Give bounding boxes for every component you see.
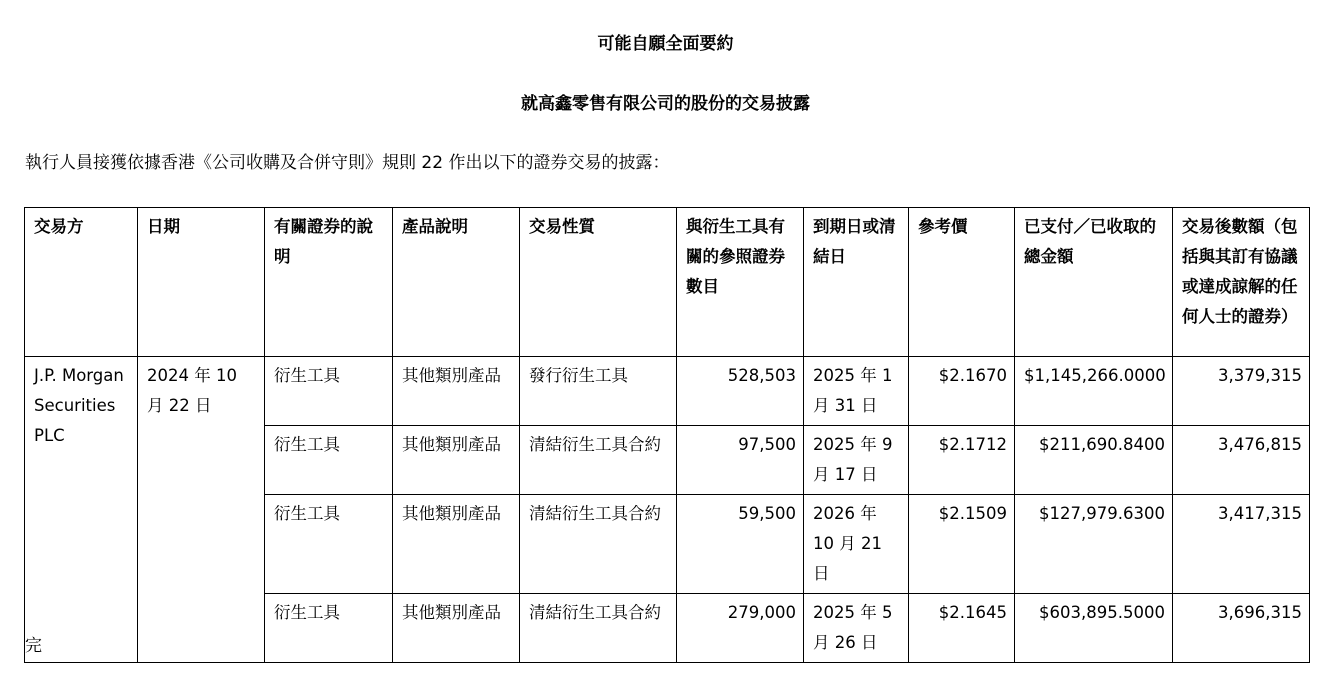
cell-amount: $603,895.5000 [1015,594,1173,663]
cell-amount: $127,979.6300 [1015,495,1173,594]
table-header-row [25,208,1310,357]
header-date: 日期 [138,208,265,357]
cell-price: $2.1712 [909,426,1015,495]
document-title: 可能自願全面要約 [597,34,734,54]
cell-holding: 3,379,315 [1173,357,1310,426]
cell-holding: 3,417,315 [1173,495,1310,594]
document-subtitle: 就高鑫零售有限公司的股份的交易披露 [521,94,810,114]
header-nature: 交易性質 [520,208,677,357]
header-amount: 已支付／已收取的總金額 [1015,208,1173,357]
cell-product: 其他類別產品 [393,594,520,663]
intro-paragraph: 執行人員接獲依據香港《公司收購及合併守則》規則 22 作出以下的證券交易的披露： [25,153,670,173]
cell-security: 衍生工具 [265,426,393,495]
table-row [25,357,1310,426]
cell-amount: $1,145,266.0000 [1015,357,1173,426]
cell-product: 其他類別產品 [393,426,520,495]
cell-expiry: 2025 年 1 月 31 日 [804,357,909,426]
cell-ref-count: 59,500 [677,495,804,594]
cell-nature: 發行衍生工具 [520,357,677,426]
disclosure-table [24,207,1310,663]
cell-ref-count: 528,503 [677,357,804,426]
cell-security: 衍生工具 [265,594,393,663]
cell-nature: 清結衍生工具合約 [520,495,677,594]
header-security: 有關證券的說明 [265,208,393,357]
cell-holding: 3,476,815 [1173,426,1310,495]
cell-nature: 清結衍生工具合約 [520,594,677,663]
header-holding: 交易後數額（包括與其訂有協議或達成諒解的任何人士的證券） [1173,208,1310,357]
cell-expiry: 2026 年 10 月 21 日 [804,495,909,594]
cell-ref-count: 97,500 [677,426,804,495]
header-party: 交易方 [25,208,138,357]
cell-price: $2.1645 [909,594,1015,663]
cell-expiry: 2025 年 5 月 26 日 [804,594,909,663]
end-mark: 完 [25,636,42,656]
cell-holding: 3,696,315 [1173,594,1310,663]
header-expiry: 到期日或清結日 [804,208,909,357]
cell-expiry: 2025 年 9 月 17 日 [804,426,909,495]
cell-product: 其他類別產品 [393,357,520,426]
cell-price: $2.1670 [909,357,1015,426]
header-price: 參考價 [909,208,1015,357]
cell-price: $2.1509 [909,495,1015,594]
cell-amount: $211,690.8400 [1015,426,1173,495]
cell-party: J.P. Morgan Securities PLC [25,357,138,663]
cell-nature: 清結衍生工具合約 [520,426,677,495]
header-product: 產品說明 [393,208,520,357]
cell-ref-count: 279,000 [677,594,804,663]
cell-security: 衍生工具 [265,495,393,594]
cell-security: 衍生工具 [265,357,393,426]
cell-product: 其他類別產品 [393,495,520,594]
cell-date: 2024 年 10 月 22 日 [138,357,265,663]
header-ref-count: 與衍生工具有關的參照證券數目 [677,208,804,357]
